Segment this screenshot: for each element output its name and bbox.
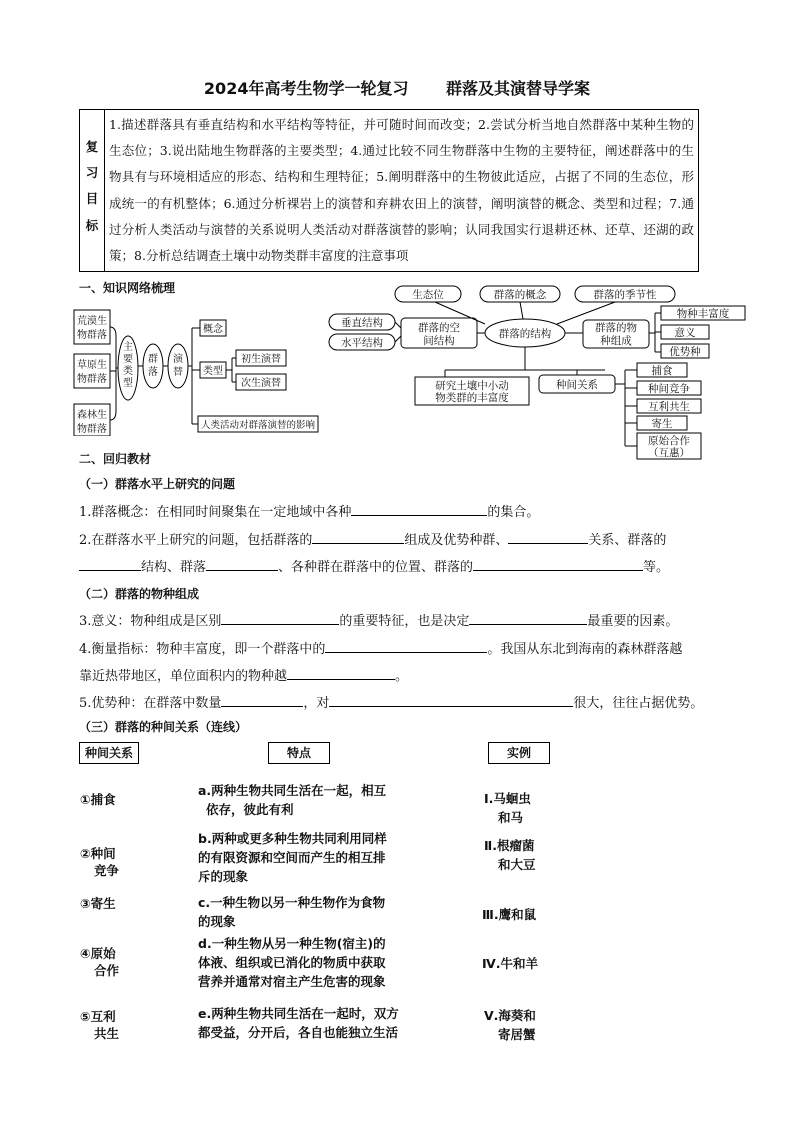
q2-text-c: 关系、群落的	[588, 533, 667, 548]
protocoop-l2: （互惠）	[648, 447, 690, 459]
biome-grassland-l2: 物群落	[77, 374, 107, 385]
q1-text-b: 的集合。	[487, 505, 540, 520]
goals-label-char: 复	[85, 139, 99, 154]
relation-predation-text: ①捕食	[80, 792, 116, 807]
subsection-1-heading: （一）群落水平上研究的问题	[79, 477, 236, 491]
species-comp-l2: 种组成	[600, 335, 632, 347]
meaning-label: 意义	[674, 327, 696, 339]
title-part1: 2024年高考生物学一轮复习	[203, 79, 409, 98]
goals-label-char: 标	[85, 217, 99, 233]
example-1-l1: Ⅰ.马蛔虫	[484, 791, 531, 806]
feature-b-l3: 斥的现象	[198, 869, 249, 884]
q2-text-f: 等。	[643, 560, 670, 575]
example-1-l2: 和马	[498, 810, 524, 825]
example-5[interactable]	[484, 1006, 536, 1044]
relation-protocoop-l2: 合作	[94, 963, 120, 978]
spatial-l1: 群落的空	[418, 322, 460, 334]
feature-e[interactable]	[198, 1004, 399, 1042]
q4-text-c: 靠近热带地区，单位面积内的物种越	[79, 669, 288, 684]
q2-text-a: 2.在群落水平上研究的问题，包括群落的	[79, 533, 313, 548]
example-4[interactable]	[482, 954, 538, 972]
soil-l1: 研究土壤中小动	[435, 380, 509, 392]
feature-e-l2: 都受益，分开后，各自也能独立生活	[198, 1025, 399, 1040]
relation-competition-l2: 竞争	[94, 863, 120, 878]
q5-text-b: ，对	[303, 696, 330, 711]
feature-c-l1: c.一种生物以另一种生物作为食物	[198, 895, 386, 910]
q3-text-a: 3.意义：物种组成是区别	[79, 614, 222, 629]
feature-d-l1: d.一种生物从另一种生物(宿主)的	[198, 936, 386, 951]
q2-blank-2[interactable]	[508, 530, 588, 544]
primary-label: 初生演替	[241, 354, 281, 365]
feature-d-l3: 营养并通常对宿主产生危害的现象	[198, 974, 386, 989]
relation-protocoop-l1: ④原始	[80, 946, 116, 961]
map-left	[72, 306, 322, 436]
example-3[interactable]	[482, 905, 536, 923]
q2-blank-1[interactable]	[312, 530, 404, 544]
subsection-3-heading: （三）群落的种间关系（连线）	[79, 720, 248, 734]
feature-a[interactable]	[198, 781, 386, 819]
community-c2: 落	[148, 367, 158, 378]
feature-c-l2: 的现象	[198, 914, 236, 929]
goals-label	[80, 110, 105, 272]
relation-competition[interactable]	[80, 845, 119, 879]
feature-b-l1: b.两种或更多种生物共同利用同样	[198, 831, 387, 846]
q4-blank-2[interactable]	[287, 666, 395, 680]
q2-text-b: 组成及优势种群、	[404, 533, 509, 548]
community-oval	[143, 344, 163, 388]
q2-blank-5[interactable]	[473, 557, 643, 571]
predation-label: 捕食	[651, 365, 673, 377]
q5-blank-1[interactable]	[221, 693, 303, 707]
header-feature: 特点	[268, 742, 330, 764]
species-comp-l1: 群落的物	[595, 322, 637, 334]
relation-mutualism[interactable]	[80, 1008, 119, 1042]
goals-label-char: 习	[85, 165, 99, 181]
type-label: 类型	[203, 366, 223, 377]
brace-biomes	[110, 327, 116, 420]
main-types-c3: 类	[123, 366, 133, 377]
q5-text-c: 很大，往往占据优势。	[573, 696, 704, 711]
succession-c1: 演	[173, 354, 183, 365]
relation-predation[interactable]	[80, 790, 116, 808]
relation-competition-l1: ②种间	[80, 846, 116, 861]
feature-d[interactable]	[198, 934, 386, 991]
q5-text-a: 5.优势种：在群落中数量	[79, 696, 222, 711]
q2-text-d: 结构、群落	[141, 560, 207, 575]
example-2-l1: Ⅱ.根瘤菌	[484, 838, 535, 853]
main-types-c2: 要	[123, 354, 133, 365]
human-impact-label: 人类活动对群落演替的影响	[200, 420, 316, 431]
feature-c[interactable]	[198, 893, 385, 931]
spatial-l2: 间结构	[423, 335, 455, 347]
question-2-line1	[79, 529, 666, 548]
biome-forest-l1: 森林生	[77, 410, 107, 421]
page-title	[0, 76, 794, 99]
q3-blank-1[interactable]	[221, 611, 339, 625]
header-example: 实例	[488, 742, 550, 764]
niche-label: 生态位	[412, 289, 444, 301]
soil-l2: 物类群的丰富度	[435, 392, 509, 404]
q4-text-a: 4.衡量指标：物种丰富度，即一个群落中的	[79, 642, 326, 657]
relation-mutualism-l2: 共生	[94, 1026, 120, 1041]
concept-r-label: 群落的概念	[493, 289, 547, 301]
q2-text-e: 、各种群在群落中的位置、群落的	[278, 560, 474, 575]
feature-b[interactable]	[198, 829, 387, 886]
richness-label: 物种丰富度	[676, 308, 730, 320]
header-relation: 种间关系	[79, 742, 139, 764]
relation-protocooperation[interactable]	[80, 945, 119, 979]
question-2-line2	[79, 556, 669, 575]
goals-text: 1.描述群落具有垂直结构和水平结构等特征，并可随时间而改变；2.尝试分析当地自然群落中某种生物的生态位；3.说出陆地生物群落的主要类型；4.通过比较不同生物群落中生物的主要特征，阐述群落中的生物具有与环境相适应的形态、结构和生理特征；5.阐明群落中的生物彼此适应，占据了不同的生态位，形成统一的有机整体；6.通过分析裸岩上的演替和弃耕农田上的演替，阐明演替的概念、类型和过程；7.通过分析人类活动与演替的关系说明人类活动对群落演替的影响；认同我国实行退耕还林、还草、还湖的政策；8.分析总结调查土壤中动物类群丰富度的注意事项	[105, 110, 699, 272]
q4-text-b: 。我国从东北到海南的森林群落越	[487, 642, 683, 657]
vertical-label: 垂直结构	[341, 317, 383, 329]
concept-label: 概念	[203, 324, 223, 335]
question-3	[79, 610, 678, 629]
example-2-l2: 和大豆	[498, 857, 536, 872]
example-2[interactable]	[484, 836, 536, 874]
q3-text-c: 最重要的因素。	[587, 614, 679, 629]
main-types-c4: 型	[123, 378, 133, 389]
q1-blank[interactable]	[351, 502, 487, 516]
goals-label-char: 目	[85, 191, 99, 207]
feature-a-l2: 依存，彼此有利	[206, 802, 294, 817]
question-4-line2	[79, 665, 408, 684]
mutualism-label: 互利共生	[648, 401, 690, 413]
q2-blank-3[interactable]	[79, 557, 141, 571]
q3-text-b: 的重要特征，也是决定	[339, 614, 470, 629]
question-1	[79, 501, 539, 520]
goals-table	[79, 109, 699, 272]
map-right	[325, 280, 775, 460]
feature-e-l1: e.两种生物共同生活在一起时，双方	[198, 1006, 399, 1021]
subsection-2-heading: （二）群落的物种组成	[79, 587, 200, 601]
succession-c2: 替	[173, 367, 183, 378]
q4-text-d: 。	[395, 669, 409, 684]
example-4-text: Ⅳ.牛和羊	[482, 956, 538, 971]
dominant-label: 优势种	[669, 346, 701, 358]
example-1[interactable]	[484, 789, 531, 827]
question-4-line1	[79, 638, 682, 657]
main-types-c1: 主	[123, 342, 133, 353]
horizontal-label: 水平结构	[341, 337, 383, 349]
example-5-l1: Ⅴ.海葵和	[484, 1008, 536, 1023]
feature-a-l1: a.两种生物共同生活在一起，相互	[198, 783, 387, 798]
parasitism-label: 寄生	[651, 418, 673, 430]
q3-blank-2[interactable]	[469, 611, 587, 625]
feature-b-l2: 的有限资源和空间而产生的相互排	[198, 850, 386, 865]
interspecific-label: 种间关系	[556, 379, 598, 391]
relation-parasitism-text: ③寄生	[80, 896, 116, 911]
question-5	[79, 692, 703, 711]
community-c1: 群	[148, 354, 158, 365]
feature-d-l2: 体液、组织或已消化的物质中获取	[198, 955, 386, 970]
q4-blank-1[interactable]	[325, 639, 487, 653]
secondary-label: 次生演替	[241, 378, 281, 389]
q5-blank-2[interactable]	[329, 693, 573, 707]
succession-oval	[168, 344, 188, 388]
relation-mutualism-l1: ⑤互利	[80, 1009, 116, 1024]
section-2-heading: 二、回归教材	[79, 452, 152, 466]
q2-blank-4[interactable]	[206, 557, 278, 571]
example-3-text: Ⅲ.鹰和鼠	[482, 907, 537, 922]
competition-label: 种间竞争	[648, 383, 690, 395]
biome-grassland-l1: 草原生	[77, 360, 107, 371]
protocoop-l1: 原始合作	[648, 435, 690, 447]
structure-label: 群落的结构	[498, 328, 552, 340]
relation-parasitism[interactable]	[80, 894, 116, 912]
section-1-heading: 一、知识网络梳理	[79, 281, 176, 295]
biome-desert-l1: 荒漠生	[77, 316, 107, 327]
q1-text-a: 1.群落概念：在相同时间聚集在一定地域中各种	[79, 505, 352, 520]
biome-forest-l2: 物群落	[77, 424, 107, 435]
biome-desert-l2: 物群落	[77, 330, 107, 341]
title-part2: 群落及其演替导学案	[446, 79, 591, 98]
example-5-l2: 寄居蟹	[498, 1027, 536, 1042]
seasonal-label: 群落的季节性	[593, 289, 657, 301]
